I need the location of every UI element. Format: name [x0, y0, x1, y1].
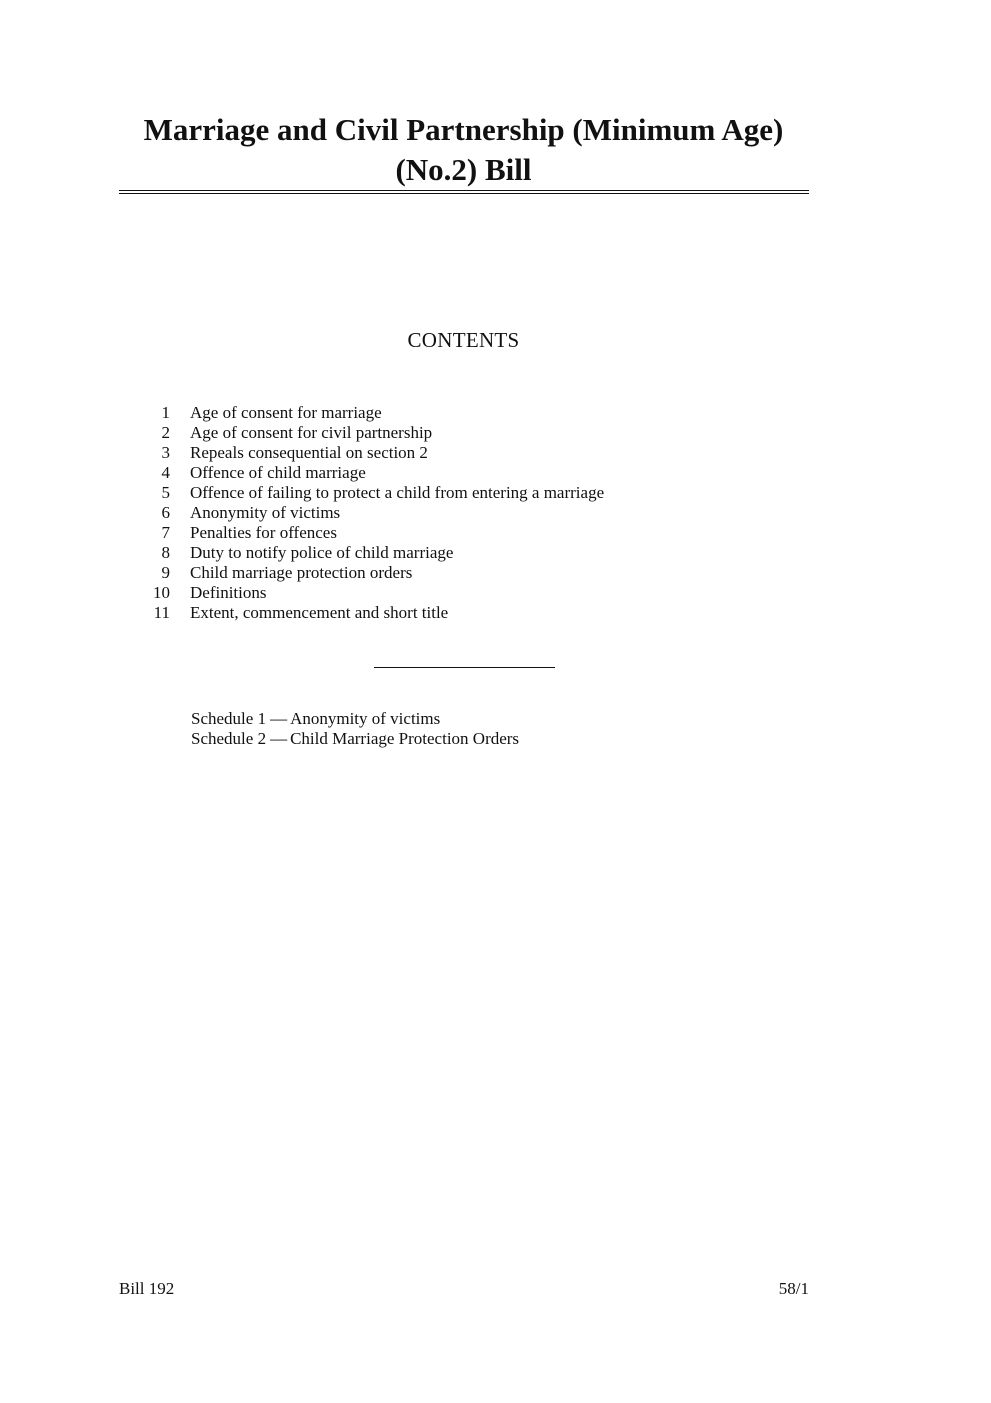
contents-item-6: [140, 503, 604, 523]
contents-list: [140, 403, 604, 623]
bill-title-line-1: Marriage and Civil Partnership (Minimum Age): [143, 112, 784, 147]
section-title: Repeals consequential on section 2: [190, 443, 428, 462]
bill-title: [118, 110, 809, 190]
schedule-list: [191, 709, 519, 749]
schedule-label: Schedule 2: [191, 729, 267, 748]
section-number: 2: [161, 423, 170, 442]
schedule-dash: —: [270, 709, 288, 728]
contents-item-3: [140, 443, 604, 463]
bill-number: Bill 192: [119, 1279, 175, 1298]
section-number: 4: [161, 463, 170, 482]
section-title: Extent, commencement and short title: [190, 603, 449, 622]
section-number: 8: [161, 543, 170, 562]
section-number: 11: [153, 603, 170, 622]
schedule-label: Schedule 1: [191, 709, 267, 728]
contents-item-2: [140, 423, 604, 443]
section-number: 7: [161, 523, 170, 542]
contents-item-1: [140, 403, 604, 423]
contents-item-5: [140, 483, 604, 503]
section-title: Definitions: [190, 583, 267, 602]
section-number: 10: [153, 583, 170, 602]
section-title: Penalties for offences: [190, 523, 337, 542]
contents-heading: CONTENTS: [407, 328, 520, 352]
contents-item-9: [140, 563, 604, 583]
schedule-title: Child Marriage Protection Orders: [290, 729, 520, 748]
schedule-dash: —: [270, 729, 288, 748]
section-title: Age of consent for civil partnership: [190, 423, 433, 442]
section-number: 3: [161, 443, 170, 462]
section-title: Duty to notify police of child marriage: [190, 543, 454, 562]
schedule-item-2: [191, 729, 519, 749]
contents-divider: [374, 667, 555, 668]
section-title: Age of consent for marriage: [190, 403, 382, 422]
section-number: 5: [161, 483, 170, 502]
schedule-item-1: [191, 709, 519, 729]
contents-item-8: [140, 543, 604, 563]
schedule-title: Anonymity of victims: [290, 709, 441, 728]
section-number: 6: [161, 503, 170, 522]
section-title: Child marriage protection orders: [190, 563, 413, 582]
contents-item-11: [140, 603, 604, 623]
bill-title-line-2: (No.2) Bill: [395, 152, 532, 187]
print-reference: 58/1: [778, 1279, 809, 1298]
section-number: 1: [161, 403, 170, 422]
section-title: Anonymity of victims: [190, 503, 341, 522]
section-title: Offence of child marriage: [190, 463, 366, 482]
contents-item-10: [140, 583, 604, 603]
contents-item-7: [140, 523, 604, 543]
title-double-rule: [119, 190, 809, 194]
contents-item-4: [140, 463, 604, 483]
section-title: Offence of failing to protect a child from entering a marriage: [190, 483, 605, 502]
section-number: 9: [161, 563, 170, 582]
